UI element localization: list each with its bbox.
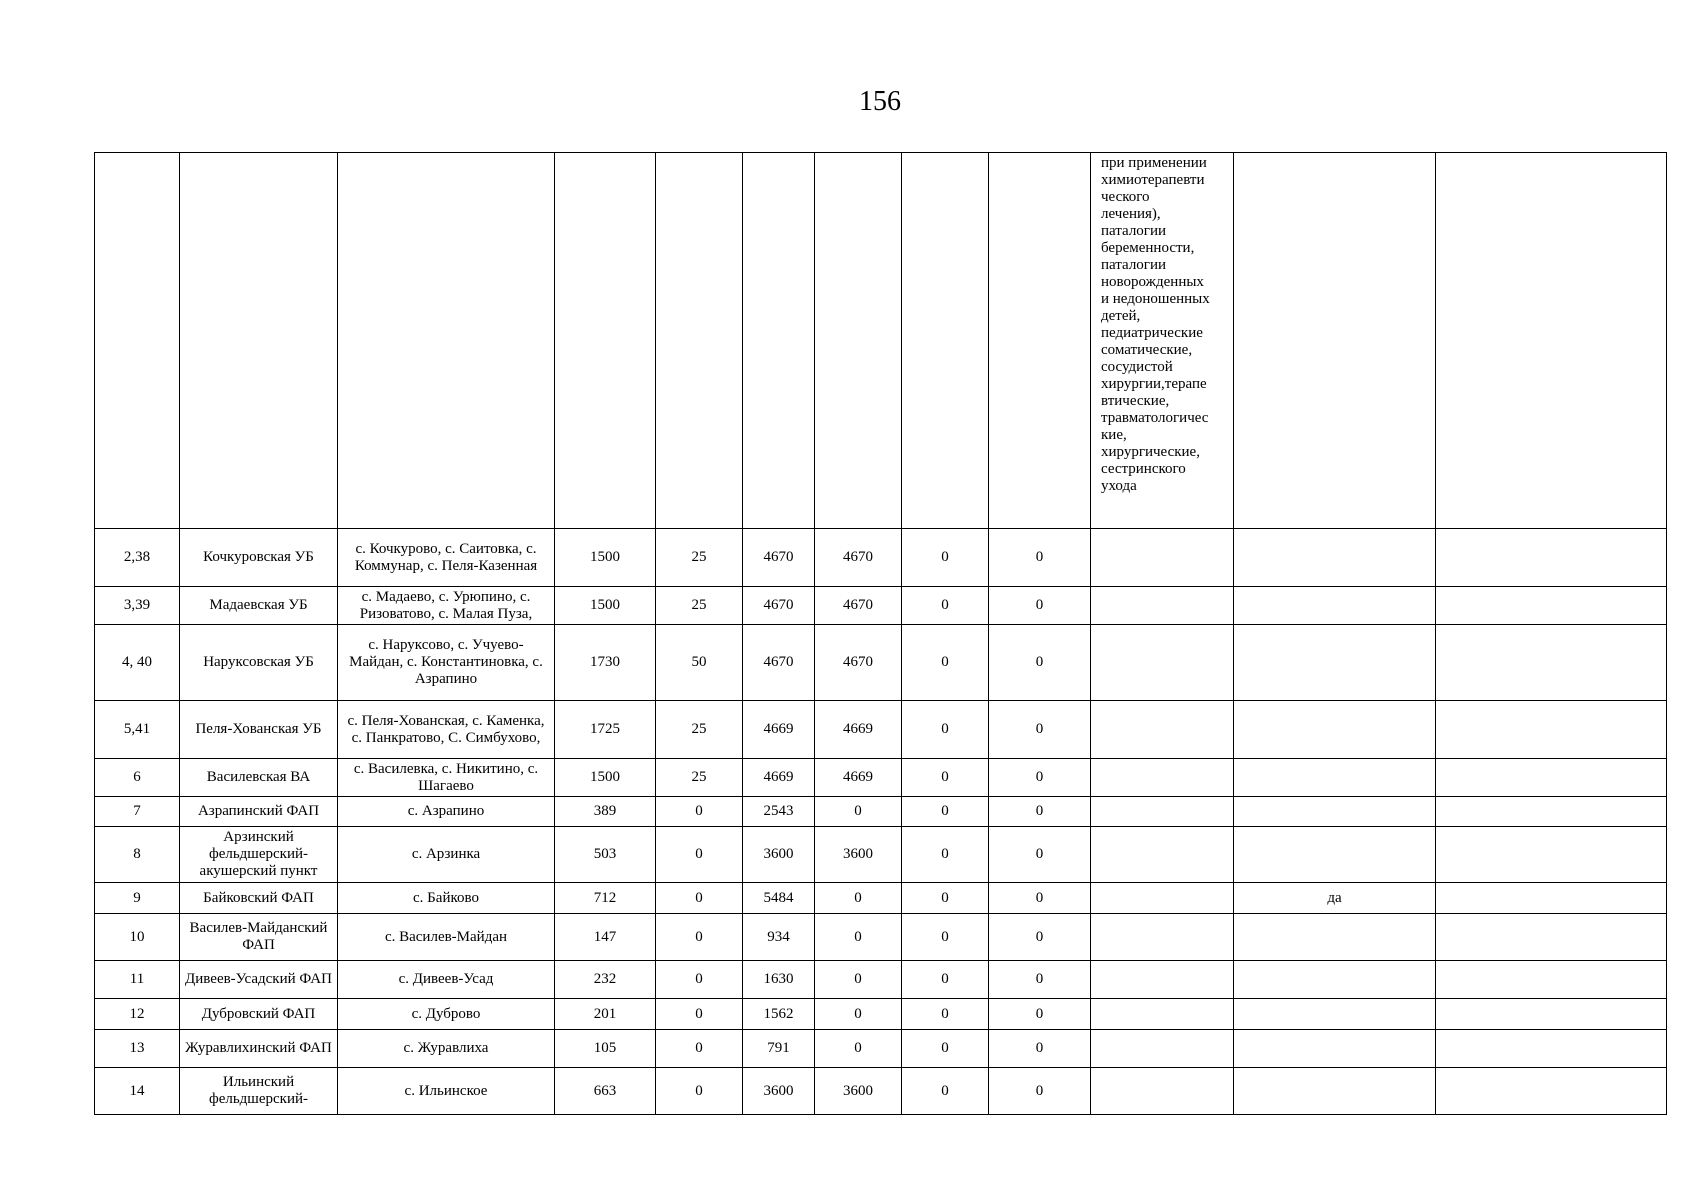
cell-number: 3,39 <box>95 587 180 625</box>
cell-villages: с. Василев-Майдан <box>338 914 555 961</box>
cell-notes: при применении химиотерапевти ческого лечения), паталогии беременности, паталогии новорожденных и недоношенных детей, педиатрические соматические, сосудистой хирургии,терапе втические, травматологичес кие, хирургические, сестринского ухода <box>1091 153 1234 529</box>
cell-col10 <box>1091 827 1234 883</box>
continuation-row <box>95 153 1667 529</box>
cell-col6: 2543 <box>743 797 815 827</box>
cell-col5: 50 <box>656 625 743 701</box>
cell-col6: 791 <box>743 1030 815 1068</box>
cell-number: 10 <box>95 914 180 961</box>
cell-col11 <box>1234 1030 1436 1068</box>
cell-col6: 4670 <box>743 529 815 587</box>
cell-villages: с. Дивеев-Усад <box>338 961 555 999</box>
cell-col4: 712 <box>555 883 656 914</box>
table-row <box>95 529 1667 587</box>
cell-col8: 0 <box>902 759 989 797</box>
cell-col11 <box>1234 701 1436 759</box>
cell-col4: 201 <box>555 999 656 1030</box>
cell-empty <box>656 153 743 529</box>
cell-col8: 0 <box>902 1068 989 1115</box>
cell-name: Мадаевская УБ <box>180 587 338 625</box>
cell-col11 <box>1234 529 1436 587</box>
cell-col5: 25 <box>656 587 743 625</box>
cell-col7: 0 <box>815 1030 902 1068</box>
cell-col10 <box>1091 797 1234 827</box>
cell-col9: 0 <box>989 701 1091 759</box>
cell-col12 <box>1436 701 1667 759</box>
cell-col11 <box>1234 1068 1436 1115</box>
table-row <box>95 827 1667 883</box>
cell-col12 <box>1436 1030 1667 1068</box>
cell-col11 <box>1234 914 1436 961</box>
cell-col6: 4670 <box>743 625 815 701</box>
cell-col5: 0 <box>656 961 743 999</box>
cell-col4: 232 <box>555 961 656 999</box>
cell-col9: 0 <box>989 529 1091 587</box>
cell-col12 <box>1436 961 1667 999</box>
cell-col8: 0 <box>902 529 989 587</box>
cell-col7: 3600 <box>815 1068 902 1115</box>
cell-col10 <box>1091 883 1234 914</box>
cell-col9: 0 <box>989 883 1091 914</box>
cell-col4: 663 <box>555 1068 656 1115</box>
cell-col10 <box>1091 759 1234 797</box>
cell-empty <box>95 153 180 529</box>
cell-number: 12 <box>95 999 180 1030</box>
cell-name: Кочкуровская УБ <box>180 529 338 587</box>
facilities-table <box>94 152 1667 1115</box>
cell-col5: 25 <box>656 529 743 587</box>
cell-name: Байковский ФАП <box>180 883 338 914</box>
cell-empty <box>338 153 555 529</box>
cell-col5: 0 <box>656 797 743 827</box>
table-row <box>95 1068 1667 1115</box>
cell-col11 <box>1234 999 1436 1030</box>
cell-villages: с. Азрапино <box>338 797 555 827</box>
cell-number: 2,38 <box>95 529 180 587</box>
cell-col6: 3600 <box>743 1068 815 1115</box>
cell-col4: 1500 <box>555 529 656 587</box>
cell-col6: 1630 <box>743 961 815 999</box>
cell-villages: с. Василевка, с. Никитино, с. Шагаево <box>338 759 555 797</box>
cell-col11 <box>1234 797 1436 827</box>
cell-name: Журавлихинский ФАП <box>180 1030 338 1068</box>
table-row <box>95 999 1667 1030</box>
cell-col9: 0 <box>989 625 1091 701</box>
cell-name: Азрапинский ФАП <box>180 797 338 827</box>
cell-col9: 0 <box>989 914 1091 961</box>
cell-number: 5,41 <box>95 701 180 759</box>
cell-col6: 5484 <box>743 883 815 914</box>
cell-col5: 25 <box>656 701 743 759</box>
cell-number: 11 <box>95 961 180 999</box>
cell-col7: 4670 <box>815 587 902 625</box>
cell-col11 <box>1234 587 1436 625</box>
cell-col10 <box>1091 1030 1234 1068</box>
cell-empty <box>989 153 1091 529</box>
table-row <box>95 625 1667 701</box>
cell-col12 <box>1436 759 1667 797</box>
cell-col12 <box>1436 587 1667 625</box>
cell-col9: 0 <box>989 827 1091 883</box>
cell-col10 <box>1091 587 1234 625</box>
cell-villages: с. Арзинка <box>338 827 555 883</box>
cell-col10 <box>1091 625 1234 701</box>
table-row <box>95 587 1667 625</box>
cell-col5: 0 <box>656 1068 743 1115</box>
page-number: 156 <box>859 86 901 117</box>
cell-col4: 147 <box>555 914 656 961</box>
cell-col7: 0 <box>815 797 902 827</box>
cell-col12 <box>1436 529 1667 587</box>
cell-empty <box>180 153 338 529</box>
cell-col12 <box>1436 1068 1667 1115</box>
cell-col12 <box>1436 797 1667 827</box>
cell-name: Арзинский фельдшерский-акушерский пункт <box>180 827 338 883</box>
cell-col5: 0 <box>656 883 743 914</box>
cell-col11 <box>1234 759 1436 797</box>
table-row <box>95 1030 1667 1068</box>
cell-col7: 4669 <box>815 759 902 797</box>
cell-col12 <box>1436 625 1667 701</box>
cell-col9: 0 <box>989 999 1091 1030</box>
cell-col11 <box>1234 827 1436 883</box>
cell-col7: 0 <box>815 914 902 961</box>
cell-col6: 934 <box>743 914 815 961</box>
cell-villages: с. Кочкурово, с. Саитовка, с. Коммунар, с. Пеля-Казенная <box>338 529 555 587</box>
cell-col8: 0 <box>902 701 989 759</box>
cell-col11: да <box>1234 883 1436 914</box>
cell-col11 <box>1234 625 1436 701</box>
cell-col4: 1500 <box>555 759 656 797</box>
cell-col10 <box>1091 701 1234 759</box>
table-row <box>95 883 1667 914</box>
cell-number: 8 <box>95 827 180 883</box>
cell-name: Ильинский фельдшерский- <box>180 1068 338 1115</box>
cell-col6: 4670 <box>743 587 815 625</box>
cell-col5: 25 <box>656 759 743 797</box>
cell-col7: 4670 <box>815 625 902 701</box>
cell-villages: с. Ильинское <box>338 1068 555 1115</box>
cell-col9: 0 <box>989 759 1091 797</box>
cell-col4: 1500 <box>555 587 656 625</box>
cell-col5: 0 <box>656 1030 743 1068</box>
cell-col5: 0 <box>656 999 743 1030</box>
cell-name: Дивеев-Усадский ФАП <box>180 961 338 999</box>
cell-col9: 0 <box>989 961 1091 999</box>
cell-col8: 0 <box>902 827 989 883</box>
cell-col7: 0 <box>815 961 902 999</box>
cell-name: Василевская ВА <box>180 759 338 797</box>
cell-empty <box>555 153 656 529</box>
cell-col8: 0 <box>902 587 989 625</box>
cell-col9: 0 <box>989 1068 1091 1115</box>
cell-empty <box>743 153 815 529</box>
cell-number: 13 <box>95 1030 180 1068</box>
cell-col6: 1562 <box>743 999 815 1030</box>
cell-number: 9 <box>95 883 180 914</box>
cell-col8: 0 <box>902 883 989 914</box>
cell-col9: 0 <box>989 587 1091 625</box>
cell-col4: 1730 <box>555 625 656 701</box>
cell-col12 <box>1436 999 1667 1030</box>
table-body <box>95 153 1667 1115</box>
cell-col5: 0 <box>656 914 743 961</box>
cell-col4: 503 <box>555 827 656 883</box>
cell-col7: 4670 <box>815 529 902 587</box>
cell-villages: с. Пеля-Хованская, с. Каменка, с. Панкратово, С. Симбухово, <box>338 701 555 759</box>
cell-name: Дубровский ФАП <box>180 999 338 1030</box>
cell-col8: 0 <box>902 1030 989 1068</box>
cell-villages: с. Байково <box>338 883 555 914</box>
cell-empty <box>902 153 989 529</box>
cell-col8: 0 <box>902 797 989 827</box>
cell-col10 <box>1091 529 1234 587</box>
cell-empty <box>815 153 902 529</box>
cell-col10 <box>1091 999 1234 1030</box>
cell-col5: 0 <box>656 827 743 883</box>
cell-empty <box>1234 153 1436 529</box>
table-row <box>95 797 1667 827</box>
table-row <box>95 759 1667 797</box>
cell-col8: 0 <box>902 961 989 999</box>
cell-col12 <box>1436 827 1667 883</box>
cell-col4: 105 <box>555 1030 656 1068</box>
cell-col8: 0 <box>902 625 989 701</box>
cell-col8: 0 <box>902 999 989 1030</box>
cell-name: Василев-Майданский ФАП <box>180 914 338 961</box>
cell-number: 4, 40 <box>95 625 180 701</box>
table-row <box>95 701 1667 759</box>
cell-col10 <box>1091 961 1234 999</box>
cell-col10 <box>1091 1068 1234 1115</box>
cell-col9: 0 <box>989 797 1091 827</box>
cell-col10 <box>1091 914 1234 961</box>
cell-col9: 0 <box>989 1030 1091 1068</box>
cell-col8: 0 <box>902 914 989 961</box>
cell-col4: 1725 <box>555 701 656 759</box>
cell-col12 <box>1436 914 1667 961</box>
cell-col6: 4669 <box>743 701 815 759</box>
table-row <box>95 961 1667 999</box>
cell-villages: с. Наруксово, с. Учуево-Майдан, с. Константиновка, с. Азрапино <box>338 625 555 701</box>
cell-name: Пеля-Хованская УБ <box>180 701 338 759</box>
cell-col7: 0 <box>815 883 902 914</box>
cell-col7: 3600 <box>815 827 902 883</box>
cell-col7: 4669 <box>815 701 902 759</box>
cell-number: 14 <box>95 1068 180 1115</box>
cell-col4: 389 <box>555 797 656 827</box>
cell-col11 <box>1234 961 1436 999</box>
cell-col7: 0 <box>815 999 902 1030</box>
cell-number: 7 <box>95 797 180 827</box>
cell-villages: с. Журавлиха <box>338 1030 555 1068</box>
cell-col12 <box>1436 883 1667 914</box>
cell-villages: с. Мадаево, с. Урюпино, с. Ризоватово, с. Малая Пуза, <box>338 587 555 625</box>
cell-name: Наруксовская УБ <box>180 625 338 701</box>
cell-empty <box>1436 153 1667 529</box>
cell-col6: 3600 <box>743 827 815 883</box>
table-row <box>95 914 1667 961</box>
cell-number: 6 <box>95 759 180 797</box>
cell-col6: 4669 <box>743 759 815 797</box>
cell-villages: с. Дуброво <box>338 999 555 1030</box>
